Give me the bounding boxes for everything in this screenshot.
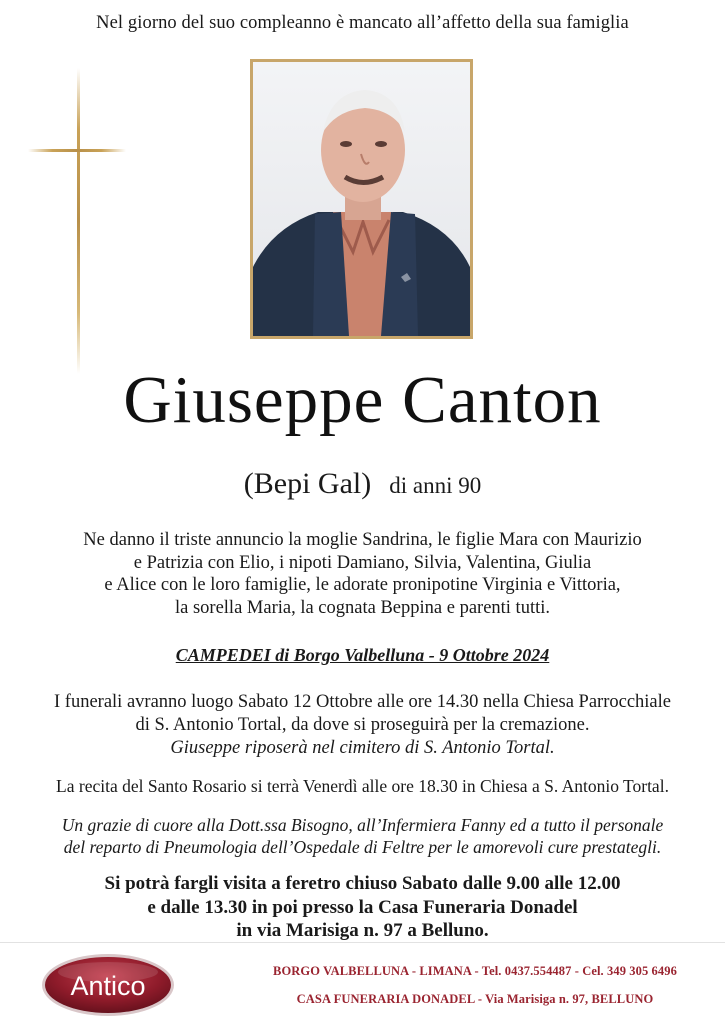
- footer-contacts: BORGO VALBELLUNA - LIMANA - Tel. 0437.554487 - Cel. 349 305 6496: [273, 964, 677, 978]
- age: di anni 90: [389, 473, 482, 498]
- visit-line: e dalle 13.30 in poi presso la Casa Funeraria Donadel: [147, 896, 578, 918]
- portrait-photo: [250, 59, 473, 339]
- announcement-text: [30, 529, 695, 619]
- funeral-details: [10, 691, 715, 760]
- visit-line: in via Marisiga n. 97 a Belluno.: [236, 920, 489, 941]
- announcement-line: la sorella Maria, la cognata Beppina e parenti tutti.: [175, 597, 550, 618]
- funeral-line: I funerali avranno luogo Sabato 12 Ottobre alle ore 14.30 nella Chiesa Parrocchiale: [54, 692, 671, 712]
- announcement-line: e Patrizia con Elio, i nipoti Damiano, Silvia, Valentina, Giulia: [133, 552, 592, 573]
- funeral-line: di S. Antonio Tortal, da dove si proseguirà per la cremazione.: [135, 715, 590, 735]
- place-date: CAMPEDEI di Borgo Valbelluna - 9 Ottobre 2024: [175, 645, 550, 665]
- burial-line: Giuseppe riposerà nel cimitero di S. Antonio Tortal.: [170, 738, 555, 758]
- cross-icon: [28, 68, 126, 374]
- visit-line: Si potrà fargli visita a feretro chiuso Sabato dalle 9.00 alle 12.00: [104, 873, 621, 894]
- footer-divider: [0, 942, 725, 943]
- headline: Nel giorno del suo compleanno è mancato all’affetto della sua famiglia: [96, 13, 629, 33]
- announcement-line: e Alice con le loro famiglie, le adorate pronipotine Virginia e Vittoria,: [104, 575, 621, 595]
- antico-logo: [40, 952, 176, 1018]
- visit-info: [0, 872, 725, 943]
- nickname: (Bepi Gal): [243, 467, 372, 500]
- nickname-age-line: [0, 467, 725, 501]
- footer-address: CASA FUNERARIA DONADEL - Via Marisiga n. 97, BELLUNO: [296, 992, 654, 1006]
- deceased-name: Giuseppe Canton: [123, 363, 602, 437]
- rosary-text: La recita del Santo Rosario si terrà Venerdì alle ore 18.30 in Chiesa a S. Antonio Tortal.: [56, 776, 669, 796]
- thanks-line: Un grazie di cuore alla Dott.ssa Bisogno, all’Infermiera Fanny ed a tutto il personale: [61, 815, 664, 835]
- logo-text: Antico: [70, 971, 146, 1001]
- thanks-text: [10, 814, 715, 858]
- thanks-line: del reparto di Pneumologia dell’Ospedale di Feltre per le amorevoli cure prestategli.: [63, 837, 662, 857]
- announcement-line: Ne danno il triste annuncio la moglie Sandrina, le figlie Mara con Maurizio: [83, 530, 642, 550]
